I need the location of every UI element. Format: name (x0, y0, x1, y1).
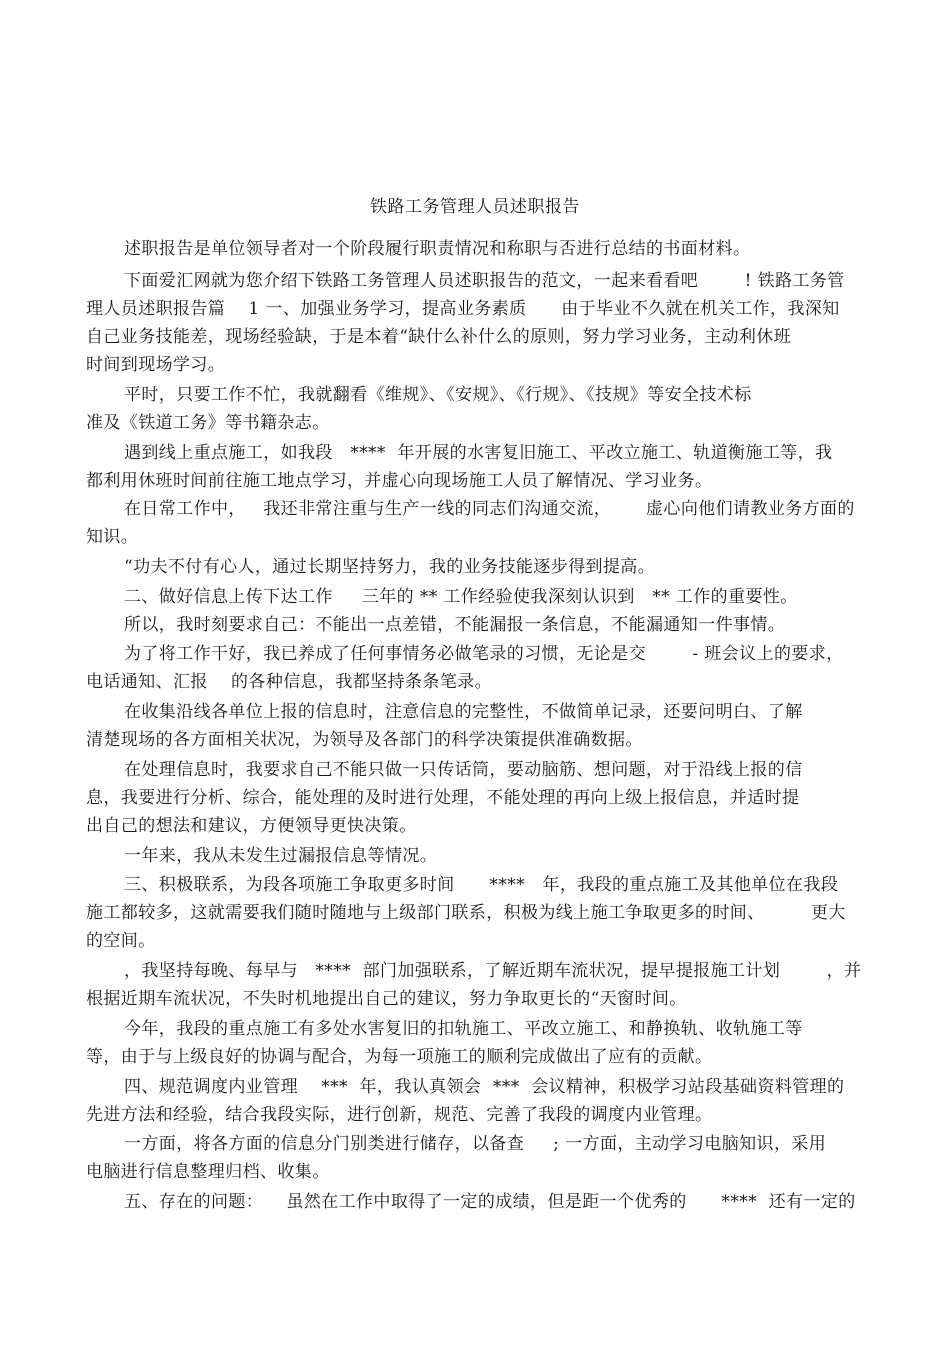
paragraph-line: 述职报告是单位领导者对一个阶段履行职责情况和称职与否进行总结的书面材料。 (124, 239, 751, 259)
paragraph-line: 电脑进行信息整理归档、收集。 (86, 1162, 330, 1182)
paragraph-line: 的空间。 (86, 931, 156, 951)
paragraph-line: 清楚现场的各方面相关状况，为领导及各部门的科学决策提供准确数据。 (86, 730, 643, 750)
paragraph-line: ，我坚持每晚、每早与 **** 部门加强联系，了解近期车流状况，提早提报施工计划 ，并 (124, 961, 862, 981)
paragraph-line: 根据近期车流状况，不失时机地提出自己的建议，努力争取更长的“天窗时间。 (86, 989, 687, 1009)
document-title: 铁路工务管理人员述职报告 (370, 197, 580, 217)
paragraph-line: 一方面，将各方面的信息分门别类进行储存，以备查 ; 一方面，主动学习电脑知识，采用 (124, 1134, 827, 1154)
paragraph-line: 四、规范调度内业管理 *** 年，我认真领会 *** 会议精神，积极学习站段基础资料管理的 (124, 1077, 845, 1097)
paragraph-line: 在处理信息时，我要求自己不能只做一只传话筒，要动脑筋、想问题，对于沿线上报的信 (124, 760, 803, 780)
paragraph-line: 出自己的想法和建议，方便领导更快决策。 (86, 816, 417, 836)
paragraph-line: 下面爱汇网就为您介绍下铁路工务管理人员述职报告的范文，一起来看看吧 ! 铁路工务管 (124, 271, 845, 291)
paragraph-line: 所以，我时刻要求自己：不能出一点差错，不能漏报一条信息，不能漏通知一件事情。 (124, 615, 786, 635)
paragraph-line: 都利用休班时间前往施工地点学习，并虚心向现场施工人员了解情况、学习业务。 (86, 471, 713, 491)
paragraph-line: 息，我要进行分析、综合，能处理的及时进行处理，不能处理的再向上级上报信息，并适时提 (86, 788, 800, 808)
paragraph-line: 一年来，我从未发生过漏报信息等情况。 (124, 846, 438, 866)
paragraph-line: 电话通知、汇报 的各种信息，我都坚持条条笔录。 (86, 672, 493, 692)
paragraph-line: 施工都较多，这就需要我们随时随地与上级部门联系，积极为线上施工争取更多的时间、 更大 (86, 903, 846, 923)
paragraph-line: 二、做好信息上传下达工作 三年的 ** 工作经验使我深刻认识到 ** 工作的重要性。 (124, 587, 798, 607)
paragraph-line: 自己业务技能差，现场经验缺，于是本着“缺什么补什么的原则，努力学习业务，主动利休班 (86, 327, 792, 347)
paragraph-line: 遇到线上重点施工，如我段 **** 年开展的水害复旧施工、平改立施工、轨道衡施工等，我 (124, 443, 833, 463)
paragraph-line: 在日常工作中， 我还非常注重与生产一线的同志们沟通交流， 虚心向他们请教业务方面的 (124, 499, 855, 519)
paragraph-line: 在收集沿线各单位上报的信息时，注意信息的完整性，不做简单记录，还要问明白、了解 (124, 702, 803, 722)
paragraph-line: 理人员述职报告篇 1 一、加强业务学习，提高业务素质 由于毕业不久就在机关工作，我深知 (86, 299, 840, 319)
paragraph-line: 等，由于与上级良好的协调与配合，为每一项施工的顺利完成做出了应有的贡献。 (86, 1047, 713, 1067)
paragraph-line: 先进方法和经验，结合我段实际，进行创新，规范、完善了我段的调度内业管理。 (86, 1105, 713, 1125)
paragraph-line: 平时，只要工作不忙，我就翻看《维规》、《安规》、《行规》、《技规》等安全技术标 (124, 385, 752, 405)
paragraph-line: 知识。 (86, 527, 139, 547)
paragraph-line: 今年，我段的重点施工有多处水害复旧的扣轨施工、平改立施工、和静换轨、收轨施工等 (124, 1019, 803, 1039)
paragraph-line: 五、存在的问题： 虽然在工作中取得了一定的成绩，但是距一个优秀的 **** 还有一定的 (124, 1192, 856, 1212)
paragraph-line: 为了将工作干好，我已养成了任何事情务必做笔录的习惯，无论是交 - 班会议上的要求， (124, 644, 844, 664)
paragraph-line: “功夫不付有心人，通过长期坚持努力，我的业务技能逐步得到提高。 (124, 557, 656, 577)
paragraph-line: 三、积极联系，为段各项施工争取更多时间 **** 年，我段的重点施工及其他单位在我段 (124, 875, 839, 895)
paragraph-line: 准及《铁道工务》等书籍杂志。 (86, 413, 330, 433)
paragraph-line: 时间到现场学习。 (86, 355, 226, 375)
